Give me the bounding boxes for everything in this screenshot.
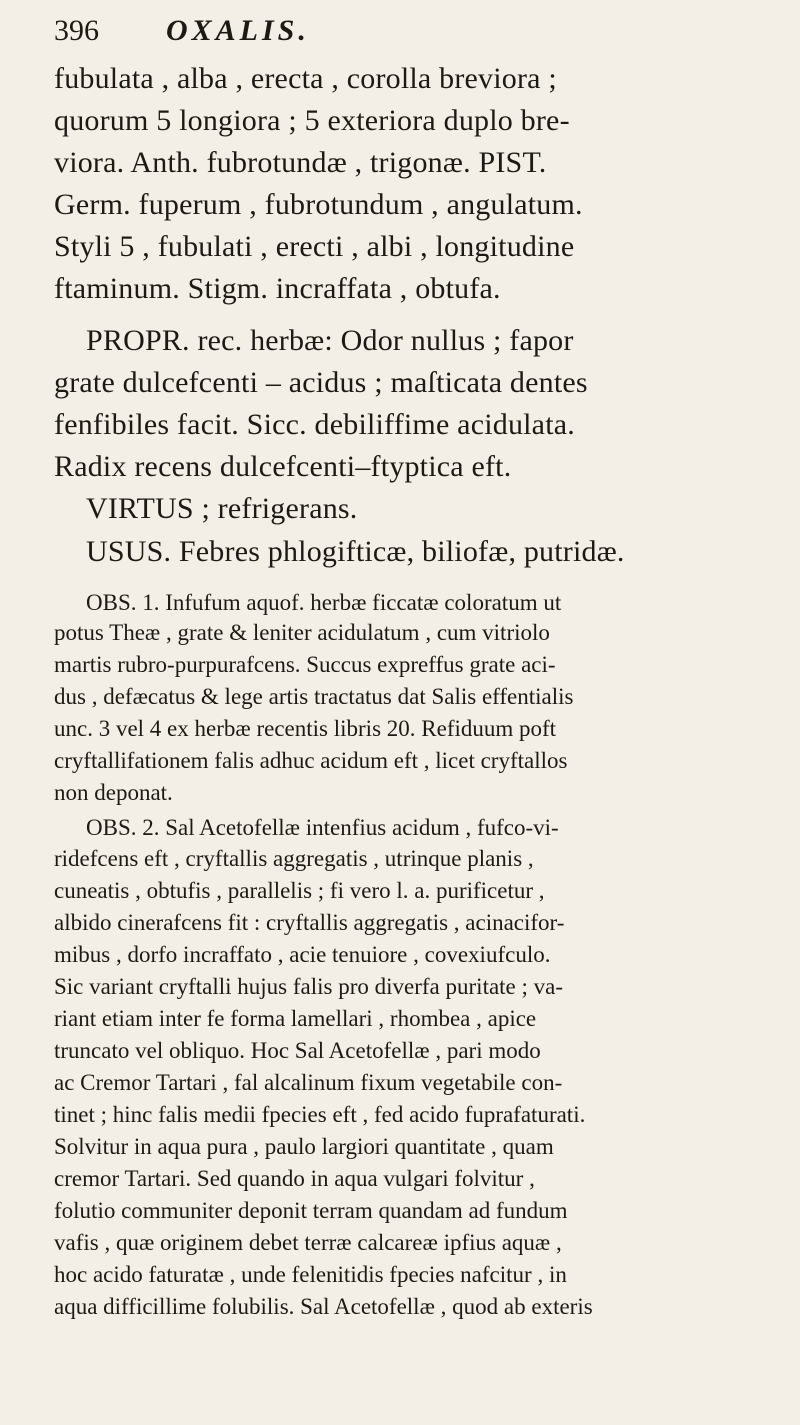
text-line: grate dulcefcenti – acidus ; maſticata dentes [54,366,588,399]
text-line: Solvitur in aqua pura , paulo largiori quantitate , quam [54,1134,554,1159]
text-line: mibus , dorfo incraffato , acie tenuiore , covexiufculo. [54,942,551,967]
text-line: albido cinerafcens fit : cryftallis aggregatis , acinacifor- [54,910,565,935]
text-line: PROPR. rec. herbæ: Odor nullus ; fapor [86,324,574,357]
text-line: vafis , quæ originem debet terræ calcareæ ipfius aquæ , [54,1230,562,1255]
text-line: aqua difficillime folubilis. Sal Acetofellæ , quod ab exteris [54,1294,593,1319]
text-line: quorum 5 longiora ; 5 exteriora duplo bre- [54,104,570,137]
text-line: potus Theæ , grate & leniter acidulatum , cum vitriolo [54,620,550,645]
text-line: ftaminum. Stigm. incraffata , obtufa. [54,272,501,305]
text-line: truncato vel obliquo. Hoc Sal Acetofellæ , pari modo [54,1038,541,1063]
text-line: OBS. 1. Infufum aquof. herbæ ficcatæ coloratum ut [86,590,562,615]
text-line: Germ. fuperum , fubrotundum , angulatum. [54,188,583,221]
text-line: hoc acido faturatæ , unde felenitidis fpecies nafcitur , in [54,1262,567,1287]
running-head: OXALIS. [166,14,310,47]
text-line: fenfibiles facit. Sicc. debiliffime acidulata. [54,408,575,441]
text-line: fubulata , alba , erecta , corolla breviora ; [54,62,557,95]
text-line: VIRTUS ; refrigerans. [86,492,358,525]
text-line: Sic variant cryftalli hujus falis pro diverfa puritate ; va- [54,974,564,999]
text-line: cryftallifationem falis adhuc acidum eft , licet cryftallos [54,748,568,773]
text-line: Radix recens dulcefcenti–ftyptica eft. [54,450,512,483]
text-line: USUS. Febres phlogifticæ, biliofæ, putridæ. [86,535,625,568]
text-line: martis rubro-purpurafcens. Succus expreffus grate aci- [54,652,556,677]
text-line: OBS. 2. Sal Acetofellæ intenfius acidum , fufco-vi- [86,815,559,840]
text-line: cuneatis , obtufis , parallelis ; fi vero l. a. purificetur , [54,878,545,903]
text-line: riant etiam inter fe forma lamellari , rhombea , apice [54,1006,537,1031]
page-header [54,14,774,58]
text-line: dus , defæcatus & lege artis tractatus dat Salis effentialis [54,684,574,709]
text-line: ridefcens eft , cryftallis aggregatis , utrinque planis , [54,846,534,871]
text-line: ac Cremor Tartari , fal alcalinum fixum vegetabile con- [54,1070,563,1095]
text-line: Styli 5 , fubulati , erecti , albi , longitudine [54,230,575,263]
text-line: cremor Tartari. Sed quando in aqua vulgari folvitur , [54,1166,535,1191]
text-line: viora. Anth. fubrotundæ , trigonæ. PIST. [54,146,547,179]
text-line: non deponat. [54,780,173,805]
text-line: unc. 3 vel 4 ex herbæ recentis libris 20. Refiduum poft [54,716,557,741]
text-line: tinet ; hinc falis medii fpecies eft , fed acido fuprafaturati. [54,1102,586,1127]
text-line: folutio communiter deponit terram quandam ad fundum [54,1198,568,1223]
page-number: 396 [54,14,99,47]
